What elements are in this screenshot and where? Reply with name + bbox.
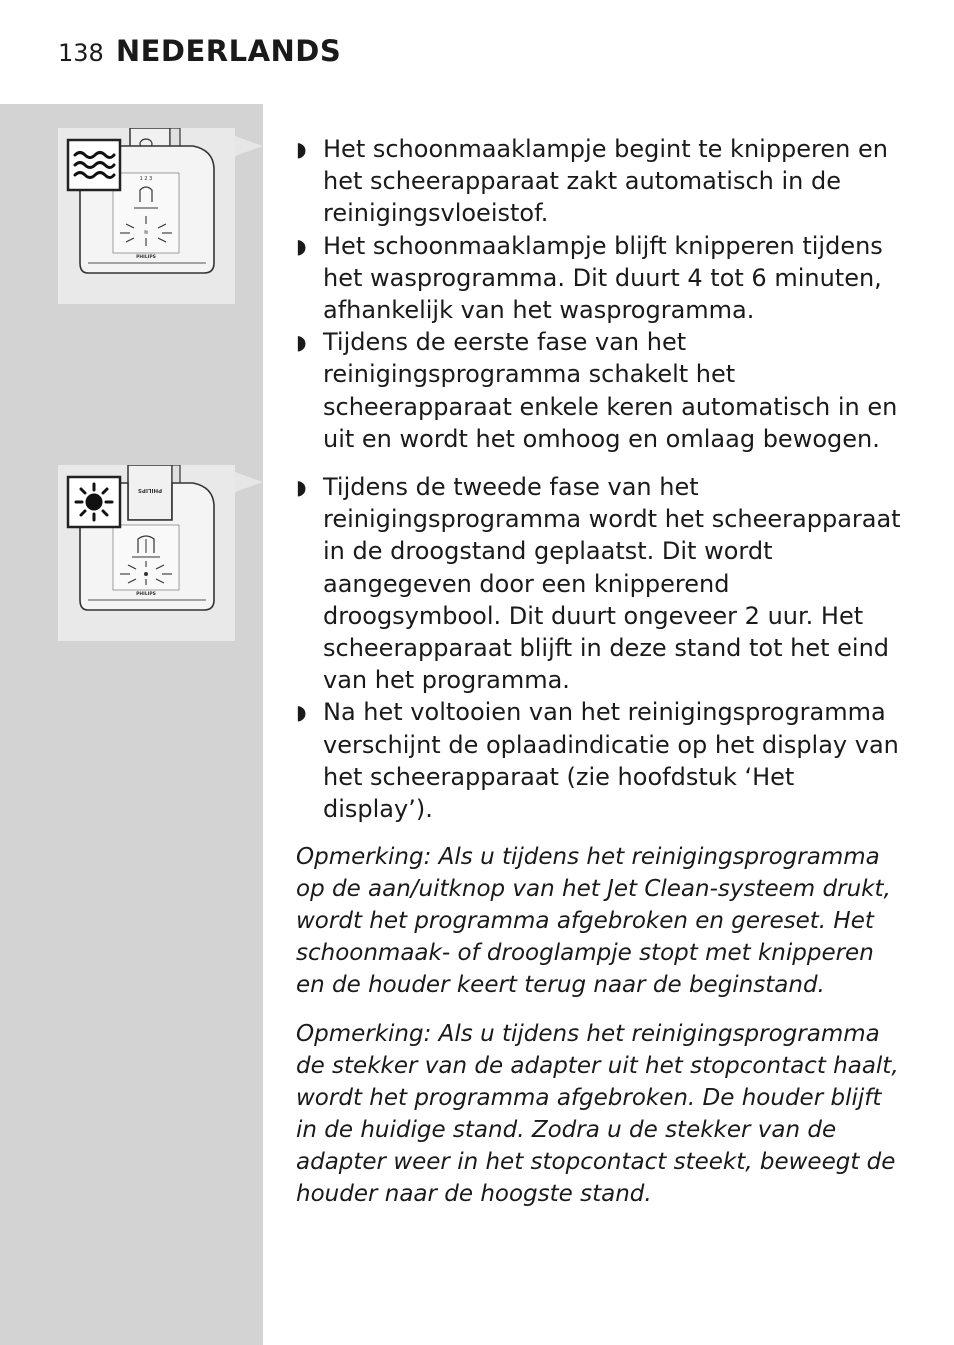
list-item <box>296 230 906 327</box>
page-number: 138 <box>58 39 104 67</box>
bullet-marker: ◗ <box>296 330 307 355</box>
list-item-text: Na het voltooien van het reinigingsprogramma verschijnt de oplaadindicatie op het display van het scheerapparaat (zie hoofdstuk ‘Het display’). <box>323 698 899 824</box>
list-item-text: Het schoonmaaklampje blijft knipperen tijdens het wasprogramma. Dit duurt 4 tot 6 minuten, afhankelijk van het wasprogramma. <box>323 231 883 325</box>
drying-phase-group <box>296 471 906 825</box>
figure-cleaning <box>58 128 235 304</box>
list-item-text: Tijdens de eerste fase van het reinigingsprogramma schakelt het scheerapparaat enkele keren automatisch in en uit en wordt het omhoog en omlaag bewogen. <box>323 328 898 453</box>
svg-text:PHILIPS: PHILIPS <box>137 487 163 493</box>
note-adapter: Opmerking: Als u tijdens het reinigingsprogramma de stekker van de adapter uit het stopcontact haalt, wordt het programma afgebroken. De houder blijft in de huidige stand. Zodra u de stekker van de adapter weer in het stopcontact steekt, beweegt de houder naar de hoogste stand. <box>296 1021 899 1208</box>
device-brand-text: PHILIPS <box>136 592 156 597</box>
list-item <box>296 326 906 455</box>
list-item-text: Het schoonmaaklampje begint te knipperen en het scheerapparaat zakt automatisch in de reinigingsvloeistof. <box>323 135 888 228</box>
svg-text:1 2 3: 1 2 3 <box>139 176 153 182</box>
bullet-marker: ◗ <box>296 475 307 500</box>
list-item <box>296 696 906 825</box>
figure-drying <box>58 465 235 641</box>
main-content <box>296 133 906 1210</box>
bullet-marker: ◗ <box>296 233 307 258</box>
bullet-marker: ◗ <box>296 137 307 161</box>
figure-pointer-1 <box>235 136 263 156</box>
jet-clean-illustration-2 <box>58 465 235 641</box>
list-item <box>296 471 906 696</box>
jet-clean-illustration-1 <box>58 128 235 304</box>
section-title: NEDERLANDS <box>115 34 342 68</box>
figure-pointer-2 <box>235 472 263 492</box>
page-header <box>58 34 341 74</box>
bullet-marker: ◗ <box>296 700 307 725</box>
svg-text:≋: ≋ <box>143 229 149 236</box>
device-brand-text: PHILIPS <box>136 255 156 260</box>
sun-icon <box>76 484 112 520</box>
list-item <box>296 133 906 230</box>
note-power-button: Opmerking: Als u tijdens het reinigingsprogramma op de aan/uitknop van het Jet Clean-systeem drukt, wordt het programma afgebroken en gereset. Het schoonmaak- of drooglampje stopt met knipperen en de houder keert terug naar de beginstand. <box>296 844 891 999</box>
list-item-text: Tijdens de tweede fase van het reinigingsprogramma wordt het scheerapparaat in de droogstand geplaatst. Dit wordt aangegeven door een knipperend droogsymbool. Dit duurt ongeveer 2 uur. Het scheerapparaat blijft in deze stand tot het eind van het programma. <box>323 473 901 695</box>
